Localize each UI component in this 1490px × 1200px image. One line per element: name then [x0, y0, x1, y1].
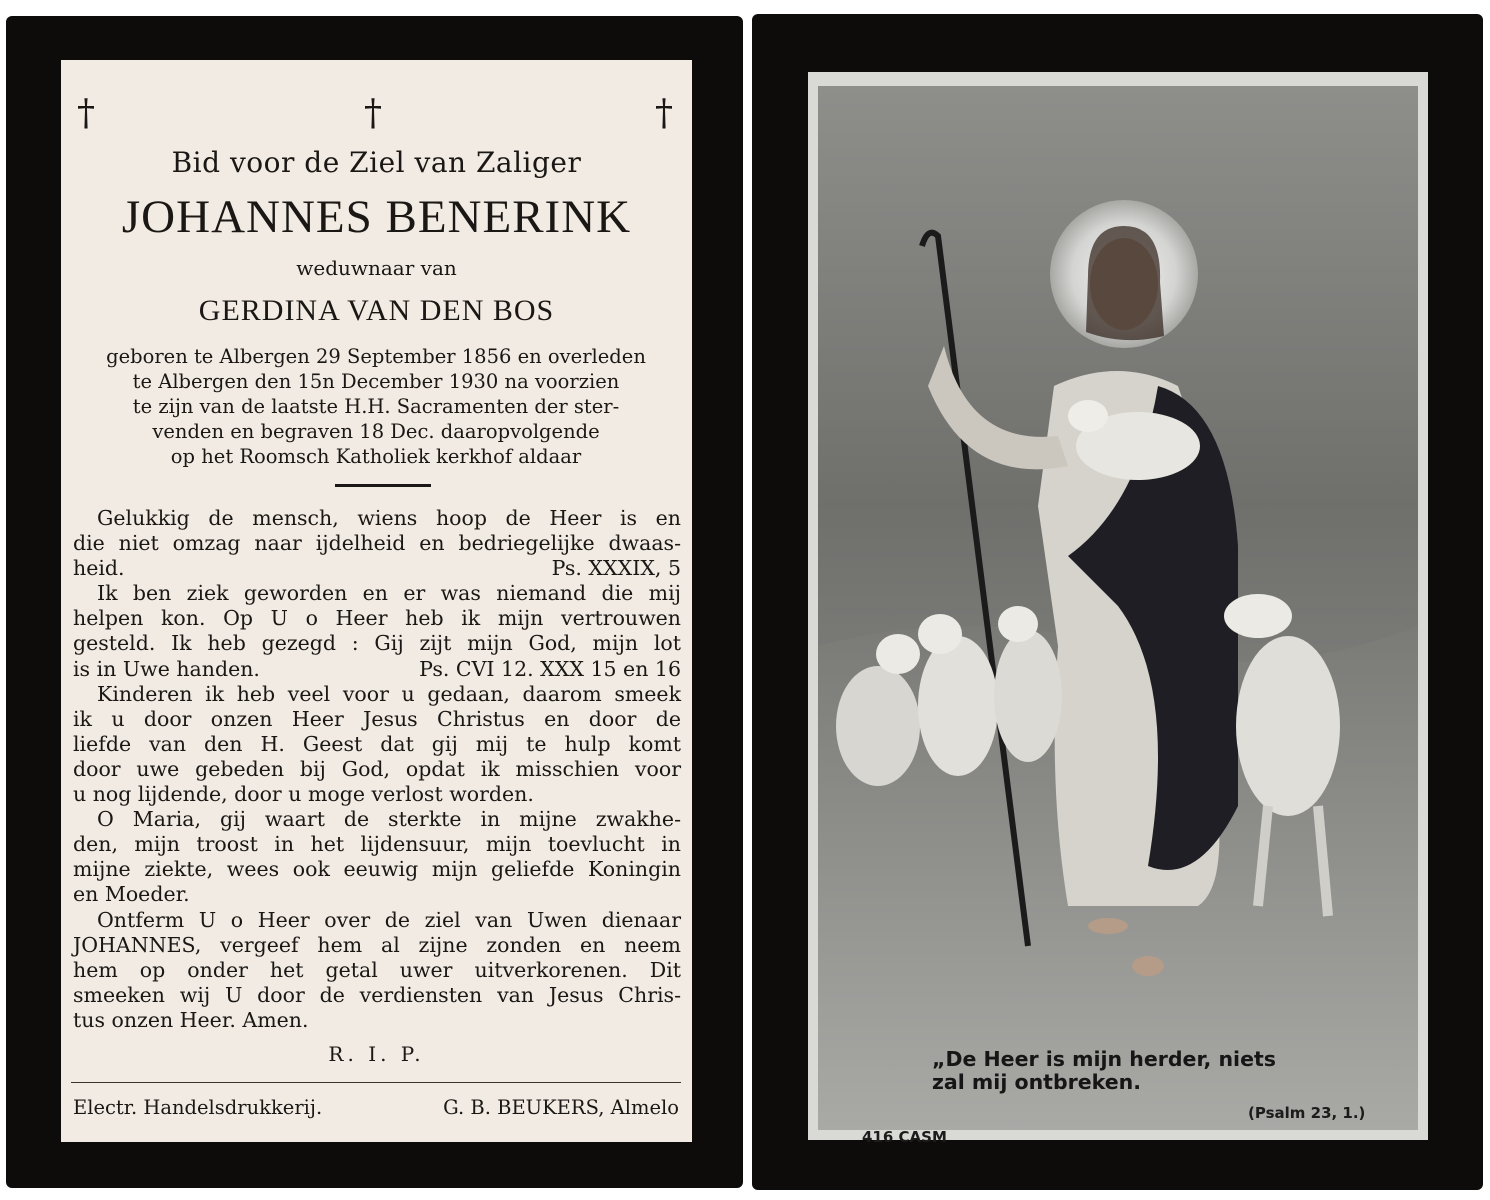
crosses-row [61, 93, 692, 136]
foot-shape [1132, 956, 1164, 976]
prayer-line: Ontferm U o Heer over de ziel van Uwen dienaar [97, 907, 681, 932]
sheep-shape [1236, 636, 1340, 816]
scripture-reference: Ps. XXXIX, 5 [551, 556, 681, 581]
prayer-line: gesteld. Ik heb gezegd : Gij zijt mijn God, mijn lot [73, 631, 681, 656]
prayer-line: O Maria, gij waart de sterkte in mijne zwakhe- [97, 807, 681, 832]
sheep-head [998, 606, 1038, 642]
memorial-card-text-side [6, 16, 743, 1188]
sheep-shape [994, 630, 1062, 762]
biography [73, 344, 679, 469]
prayer-text-end: heid. [73, 556, 125, 581]
prayer-heading: Bid voor de Ziel van Zaliger [171, 146, 582, 179]
prayer-line: u nog lijdende, door u moge verlost worden. [73, 782, 534, 807]
printer-divider [71, 1082, 681, 1083]
cross-icon: † [364, 93, 382, 134]
prayer-line: Gelukkig de mensch, wiens hoop de Heer is en [97, 506, 681, 530]
bio-line: te Albergen den 15n December 1930 na voorzien [132, 370, 620, 393]
quote-line: „De Heer is mijn herder, niets [932, 1047, 1276, 1071]
card-paper [61, 60, 692, 1142]
deceased-name: JOHANNES BENERINK [121, 191, 632, 243]
prayer-line: ik u door onzen Heer Jesus Christus en door de [73, 706, 681, 731]
bio-line: op het Roomsch Katholiek kerkhof aldaar [170, 445, 582, 468]
prayer-line: Kinderen ik heb veel voor u gedaan, daarom smeek [97, 681, 681, 706]
good-shepherd-illustration [818, 86, 1418, 1146]
quote-line: zal mij ontbreken. [932, 1070, 1142, 1094]
prayer-line: helpen kon. Op U o Heer heb ik mijn vertrouwen [73, 606, 681, 631]
foot-shape [1088, 918, 1128, 934]
print-code: 416 CASM [862, 1128, 947, 1146]
arm-shape [928, 346, 1068, 469]
prayer-line: en Moeder. [73, 882, 190, 907]
prayer-text-end: is in Uwe handen. [73, 656, 260, 681]
prayer-text [73, 506, 681, 1033]
prayer-line: die niet omzag naar ijdelheid en bedriegelijke dwaas- [73, 531, 681, 556]
printer-name: Electr. Handelsdrukkerij. [73, 1096, 323, 1119]
spouse-name: GERDINA VAN DEN BOS [198, 294, 555, 327]
psalm-reference: (Psalm 23, 1.) [1248, 1104, 1366, 1122]
prayer-line [73, 556, 681, 581]
prayer-line: door uwe gebeden bij God, opdat ik misschien voor [73, 756, 681, 781]
divider [335, 484, 431, 487]
prayer-line: JOHANNES, vergeef hem al zijne zonden en neem [73, 932, 681, 957]
prayer-line: hem op onder het getal uwer uitverkorenen. Dit [73, 957, 681, 982]
prayer-line: mijne ziekte, wees ook eeuwig mijn geliefde Koningin [73, 857, 681, 882]
scripture-reference: Ps. CVI 12. XXX 15 en 16 [419, 656, 681, 681]
sheep-shape [836, 666, 920, 786]
bio-line: te zijn van de laatste H.H. Sacramenten der ster- [132, 395, 620, 418]
rip-text: R. I. P. [328, 1042, 425, 1066]
lamb-head [1068, 400, 1108, 432]
cross-icon: † [77, 93, 95, 134]
bio-line: geboren te Albergen 29 September 1856 en overleden [106, 345, 646, 368]
good-shepherd-artwork [818, 86, 1418, 1130]
printer-publisher: G. B. BEUKERS, Almelo [443, 1096, 679, 1119]
sheep-head [876, 634, 920, 674]
bio-line: venden en begraven 18 Dec. daaropvolgende [152, 420, 600, 443]
memorial-card-picture-side [752, 14, 1483, 1190]
prayer-line: Ik ben ziek geworden en er was niemand die mij [97, 581, 681, 606]
cross-icon: † [655, 93, 673, 134]
sheep-shape [918, 636, 998, 776]
sheep-head [918, 614, 962, 654]
prayer-line: tus onzen Heer. Amen. [73, 1007, 309, 1032]
prayer-line: smeeken wij U door de verdiensten van Jesus Chris- [73, 982, 681, 1007]
sheep-head [1224, 594, 1292, 638]
widower-label: weduwnaar van [296, 256, 457, 280]
picture-frame [808, 72, 1428, 1146]
hair-shape [1086, 226, 1164, 340]
prayer-line: den, mijn troost in het lijdensuur, mijn toevlucht in [73, 832, 681, 857]
printer-imprint [73, 1096, 679, 1119]
prayer-line [73, 657, 681, 682]
prayer-line: liefde van den H. Geest dat gij mij te hulp komt [73, 731, 681, 756]
psalm-quote [932, 1048, 1276, 1094]
